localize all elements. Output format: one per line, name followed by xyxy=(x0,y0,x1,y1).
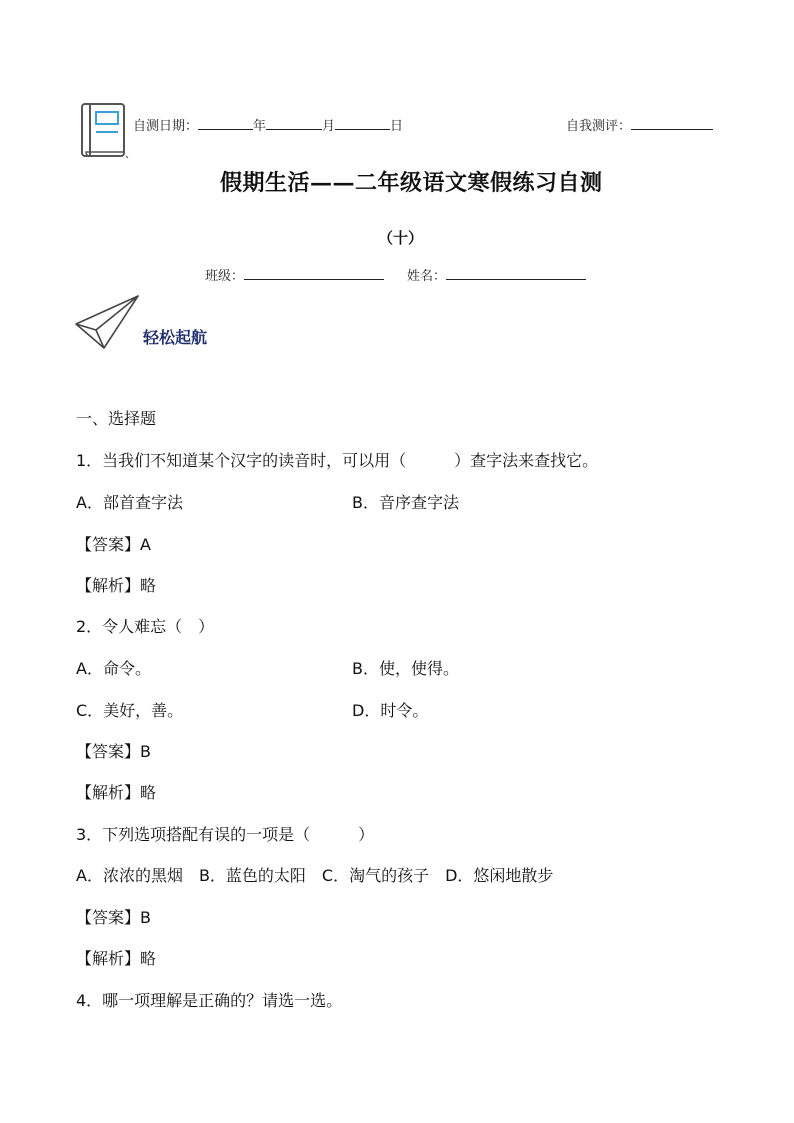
q2-option-b: B．使，使得。 xyxy=(352,659,459,678)
part-title: 一、选择题 xyxy=(76,409,157,428)
question-2-stem: 2．令人难忘（ ） xyxy=(76,617,215,636)
q2-option-d: D．时令。 xyxy=(352,701,429,720)
book-icon xyxy=(80,102,130,160)
q3-options: A．浓浓的黑烟 B．蓝色的太阳 C．淘气的孩子 D．悠闲地散步 xyxy=(76,866,554,885)
page-subtitle: （十） xyxy=(378,229,424,247)
q1-option-a: A．部首查字法 xyxy=(76,493,183,512)
day-label: 日 xyxy=(390,119,404,134)
q2-analysis: 【解析】略 xyxy=(76,783,157,802)
self-eval-blank[interactable] xyxy=(631,116,713,130)
q1-answer: 【答案】A xyxy=(76,535,151,554)
name-blank[interactable] xyxy=(446,266,586,280)
question-3-stem: 3．下列选项搭配有误的一项是（ ） xyxy=(76,825,375,844)
question-4-stem: 4．哪一项理解是正确的？请选一选。 xyxy=(76,991,343,1010)
name-label: 姓名： xyxy=(407,269,447,284)
q2-option-c: C．美好，善。 xyxy=(76,701,184,720)
month-label: 月 xyxy=(322,119,336,134)
q2-answer: 【答案】B xyxy=(76,742,151,761)
question-1-stem: 1．当我们不知道某个汉字的读音时，可以用（ ）查字法来查找它。 xyxy=(76,451,599,470)
class-line xyxy=(205,265,384,284)
q3-answer: 【答案】B xyxy=(76,908,151,927)
q1-option-b: B．音序查字法 xyxy=(352,493,459,512)
name-line xyxy=(407,265,586,284)
self-eval-line xyxy=(566,115,713,134)
page-title: 假期生活——二年级语文寒假练习自测 xyxy=(220,170,603,196)
date-line xyxy=(133,115,403,134)
date-label: 自测日期： xyxy=(133,119,199,134)
class-blank[interactable] xyxy=(244,266,384,280)
year-blank[interactable] xyxy=(198,116,253,130)
class-label: 班级： xyxy=(205,269,245,284)
month-blank[interactable] xyxy=(266,116,322,130)
day-blank[interactable] xyxy=(335,116,390,130)
q3-analysis: 【解析】略 xyxy=(76,949,157,968)
q2-option-a: A．命令。 xyxy=(76,659,151,678)
section-banner: 轻松起航 xyxy=(143,328,208,347)
paper-plane-icon xyxy=(74,294,140,350)
year-label: 年 xyxy=(253,119,267,134)
q1-analysis: 【解析】略 xyxy=(76,576,157,595)
self-eval-label: 自我测评： xyxy=(566,119,632,134)
